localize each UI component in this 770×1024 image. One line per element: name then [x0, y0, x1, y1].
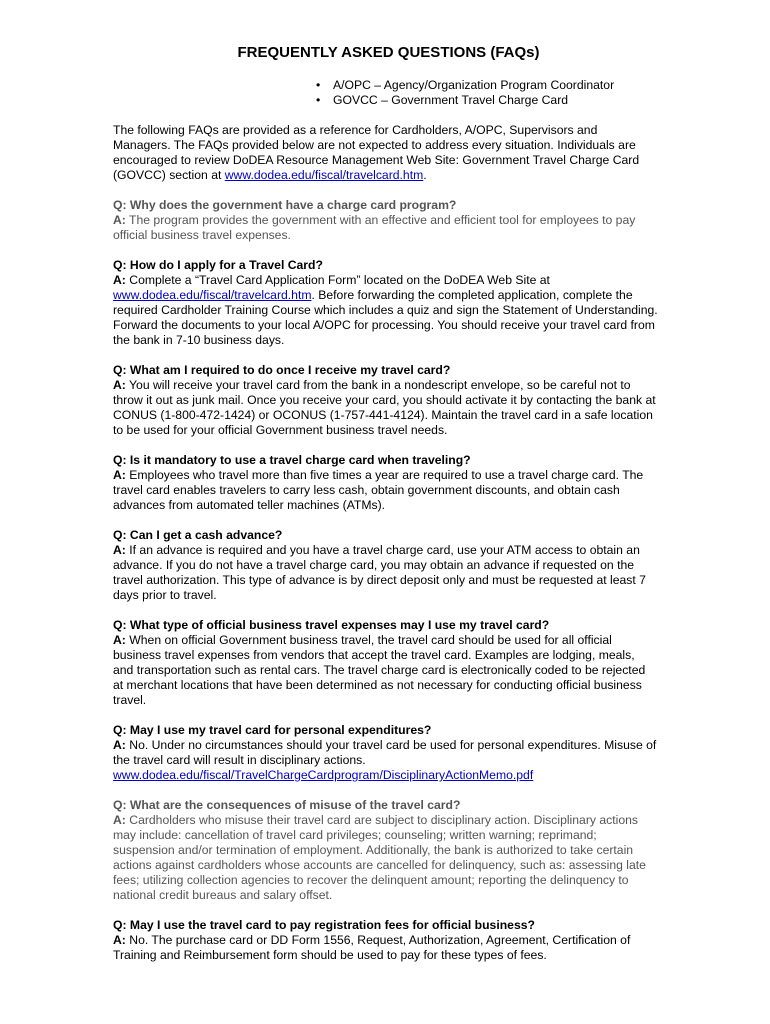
faq-item	[113, 918, 658, 963]
faq-item	[113, 258, 658, 348]
disciplinary-memo-link[interactable]: www.dodea.edu/fiscal/TravelChargeCardprogram/DisciplinaryActionMemo.pdf	[113, 768, 534, 782]
faq-question: Q: Can I get a cash advance?	[113, 528, 283, 542]
travelcard-link[interactable]: www.dodea.edu/fiscal/travelcard.htm	[113, 288, 312, 302]
faq-question: Q: May I use my travel card for personal expenditures?	[113, 723, 432, 737]
faq-answer: A: Complete a “Travel Card Application Form” located on the DoDEA Web Site at www.dodea.edu/fiscal/travelcard.htm. Before forwarding the completed application, complete the required Cardholder Training Course which includes a quiz and sign the Statement of Understanding. Forward the documents to your local A/OPC for processing. You should receive your travel card from the bank in 7-10 business days.	[113, 273, 658, 347]
faq-question: Q: May I use the travel card to pay registration fees for official business?	[113, 918, 535, 932]
faq-question: Q: Is it mandatory to use a travel charge card when traveling?	[113, 453, 471, 467]
faq-answer: A: The program provides the government with an effective and efficient tool for employees to pay official business travel expenses.	[113, 213, 636, 242]
list-item: • A/OPC – Agency/Organization Program Coordinator	[316, 78, 658, 93]
faq-question: Q: Why does the government have a charge card program?	[113, 198, 457, 212]
faq-item	[113, 798, 658, 903]
faq-question: Q: What am I required to do once I receive my travel card?	[113, 363, 451, 377]
faq-answer: A: Employees who travel more than five times a year are required to use a travel charge card. The travel card enables travelers to carry less cash, obtain government discounts, and obtain cash advances from automated teller machines (ATMs).	[113, 468, 644, 512]
faq-answer: A: Cardholders who misuse their travel card are subject to disciplinary action. Disciplinary actions may include: cancellation of travel card privileges; counseling; written warning; reprimand; suspension and/or termination of employment. Additionally, the bank is authorized to take certain actions against cardholders whose accounts are cancelled for delinquency, such as: assessing late fees; utilizing collection agencies to recover the delinquent amount; reporting the delinquency to national credit bureaus and salary offset.	[113, 813, 646, 902]
faq-item	[113, 198, 658, 243]
faq-question: Q: What are the consequences of misuse of the travel card?	[113, 798, 461, 812]
faq-answer: A: No. The purchase card or DD Form 1556, Request, Authorization, Agreement, Certification of Training and Reimbursement form should be used to pay for these types of fees.	[113, 933, 631, 962]
faq-item	[113, 528, 658, 603]
faq-answer: A: If an advance is required and you have a travel charge card, use your ATM access to obtain an advance. If you do not have a travel charge card, you may obtain an advance if requested on the travel authorization. This type of advance is by direct deposit only and must be requested at least 7 days prior to travel.	[113, 543, 646, 602]
faq-answer: A: No. Under no circumstances should your travel card be used for personal expenditures. Misuse of the travel card will result in disciplinary actions. www.dodea.edu/fiscal/TravelChargeCardprogram/DisciplinaryActionMemo.pdf	[113, 738, 657, 782]
faq-item	[113, 363, 658, 438]
faq-question: Q: How do I apply for a Travel Card?	[113, 258, 323, 272]
faq-question: Q: What type of official business travel expenses may I use my travel card?	[113, 618, 550, 632]
faq-item	[113, 723, 658, 783]
travelcard-link[interactable]: www.dodea.edu/fiscal/travelcard.htm	[224, 168, 424, 182]
faq-answer: A: You will receive your travel card from the bank in a nondescript envelope, so be careful not to throw it out as junk mail. Once you receive your card, you should activate it by contacting the bank at CONUS (1-800-472-1424) or OCONUS (1-757-441-4124). Maintain the travel card in a safe location to be used for your official Government business travel needs.	[113, 378, 656, 437]
list-item: • GOVCC – Government Travel Charge Card	[316, 93, 658, 108]
abbreviation-list	[113, 78, 658, 108]
faq-item	[113, 453, 658, 513]
intro-paragraph: The following FAQs are provided as a reference for Cardholders, A/OPC, Supervisors and Managers. The FAQs provided below are not expected to address every situation. Individuals are encouraged to review DoDEA Resource Management Web Site: Government Travel Charge Card (GOVCC) section at www.dodea.edu/fiscal/travelcard.htm.	[113, 123, 640, 182]
faq-item	[113, 618, 658, 708]
intro-text: The following FAQs are provided as a reference for Cardholders, A/OPC, Supervisors and Managers. The FAQs provided below are not expected to address every situation. Individuals are encouraged to review DoDEA Resource Management Web Site: Government Travel Charge Card (GOVCC) section at	[113, 123, 640, 182]
faq-answer: A: When on official Government business travel, the travel card should be used for all official business travel expenses from vendors that accept the travel card. Examples are lodging, meals, and transportation such as rental cars. The travel charge card is electronically coded to be rejected at merchant locations that have been determined as not necessary for conducting official business travel.	[113, 633, 646, 707]
page-title: FREQUENTLY ASKED QUESTIONS (FAQs)	[237, 44, 540, 61]
